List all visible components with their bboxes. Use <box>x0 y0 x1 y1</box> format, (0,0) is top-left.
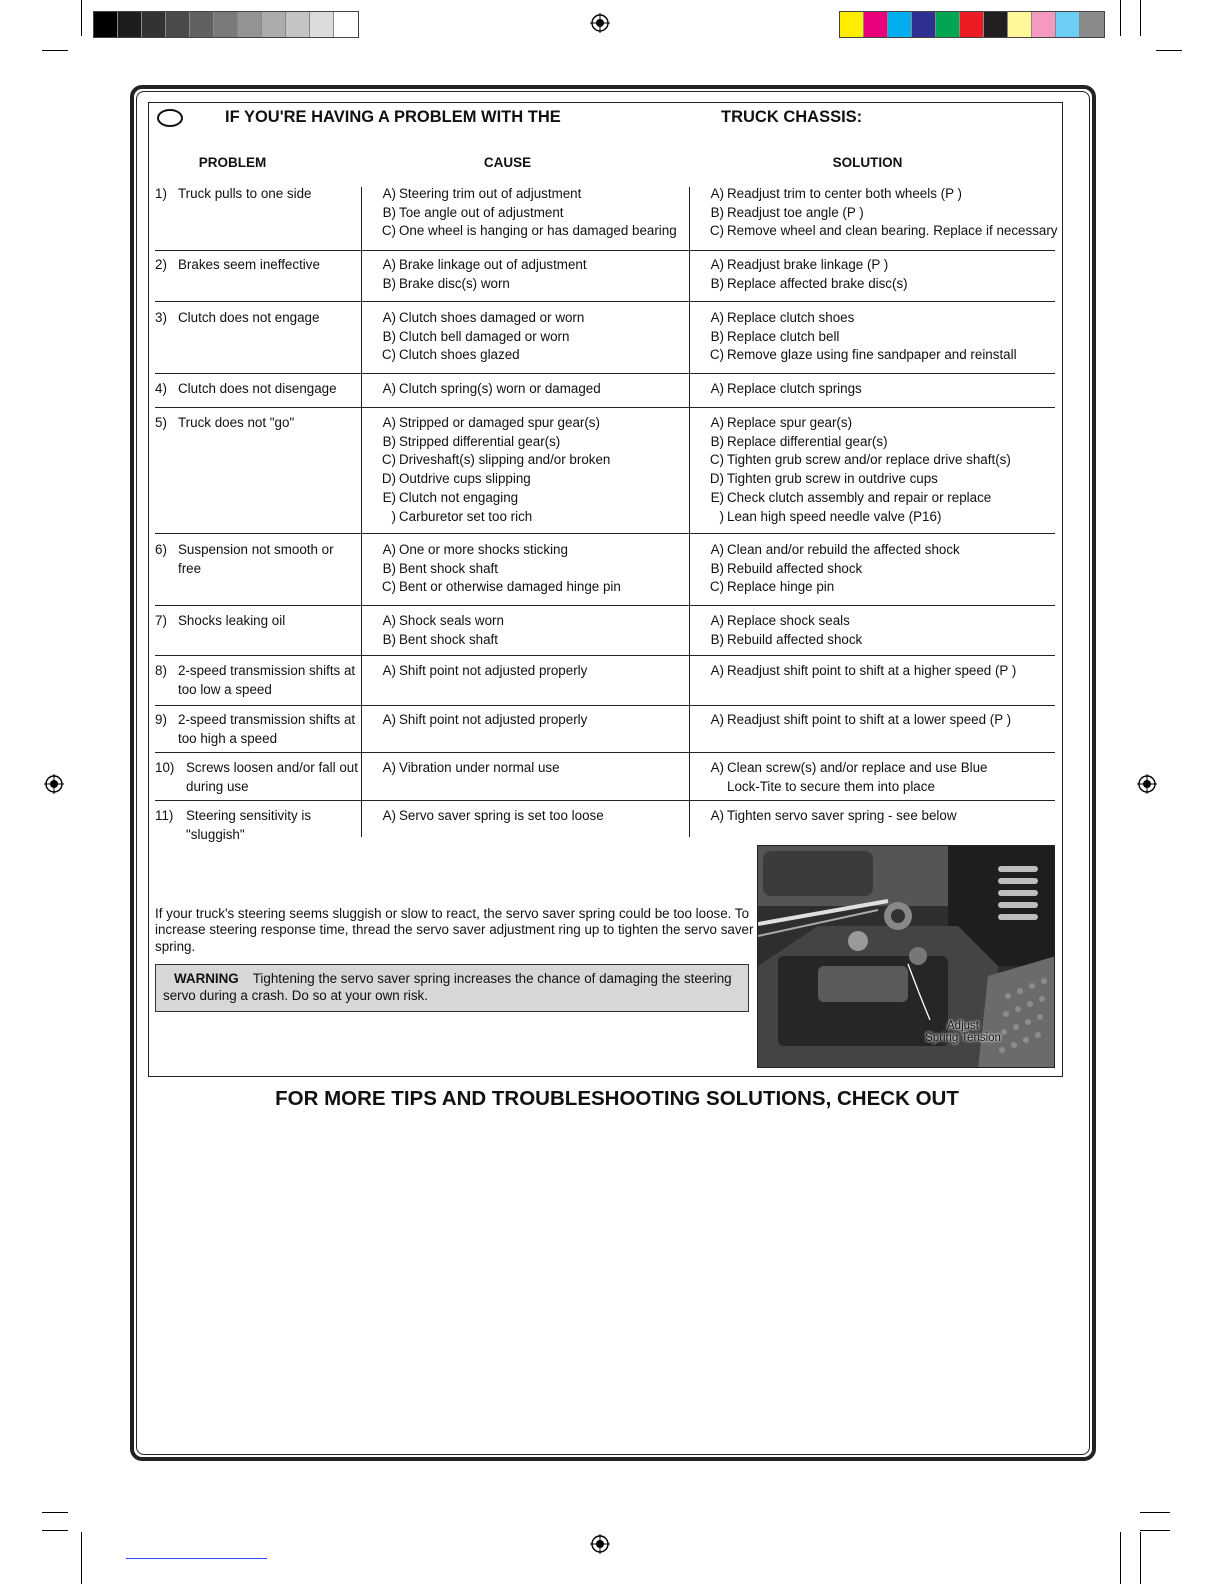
row-divider <box>155 301 1055 302</box>
solution-item <box>704 612 1054 631</box>
color-swatch <box>1056 12 1080 37</box>
solution-item <box>704 328 1054 347</box>
cause-text: Brake disc(s) worn <box>399 275 510 291</box>
solution-text: Rebuild affected shock <box>727 631 863 647</box>
bottom-link-underline <box>126 1558 267 1559</box>
solution-text: Readjust brake linkage (P ) <box>727 257 889 272</box>
color-swatch <box>262 12 286 37</box>
color-swatch <box>118 12 142 37</box>
solution-item <box>704 541 1054 560</box>
row-divider <box>155 655 1055 656</box>
solution-cell <box>704 759 1054 796</box>
row-divider <box>155 800 1055 801</box>
problem-cell <box>155 414 360 433</box>
cause-cell <box>376 759 696 778</box>
crop-mark <box>42 1530 68 1531</box>
cause-item <box>376 328 696 347</box>
row-divider <box>155 752 1055 753</box>
cause-tag: A) <box>382 186 396 201</box>
color-swatch <box>190 12 214 37</box>
cause-tag: A) <box>382 415 396 430</box>
solution-item <box>704 309 1054 328</box>
solution-text: Replace differential gear(s) <box>727 433 888 449</box>
solution-tag: B) <box>710 433 724 449</box>
warning-label: WARNING <box>174 971 239 986</box>
cause-item <box>376 256 696 275</box>
grayscale-calibration-strip <box>93 11 359 38</box>
cause-text: Bent or otherwise damaged hinge pin <box>399 579 621 595</box>
solution-text: Remove wheel and clean bearing. Replace if necessary <box>727 223 1058 239</box>
cause-item <box>376 204 696 223</box>
solution-tag: A) <box>710 542 724 557</box>
solution-item <box>704 380 1054 399</box>
cause-text: Carburetor set too rich <box>399 508 533 524</box>
cause-item <box>376 309 696 328</box>
column-divider <box>361 187 362 837</box>
color-swatch <box>1032 12 1056 37</box>
column-divider <box>689 187 690 837</box>
solution-cell <box>704 662 1054 681</box>
cause-text: Servo saver spring is set too loose <box>399 808 604 823</box>
crop-mark <box>42 1512 68 1513</box>
cause-cell <box>376 380 696 399</box>
solution-item <box>704 414 1054 433</box>
page-title: IF YOU'RE HAVING A PROBLEM WITH THE <box>225 108 561 126</box>
cause-text: Vibration under normal use <box>399 760 560 775</box>
cause-tag: A) <box>382 613 396 628</box>
crop-mark <box>1140 1532 1141 1584</box>
cause-item <box>376 489 696 508</box>
cause-item <box>376 541 696 560</box>
solution-text: Lock-Tite to secure them into place <box>727 778 935 794</box>
solution-item <box>704 346 1054 365</box>
row-divider <box>155 407 1055 408</box>
cause-tag: B) <box>382 631 396 647</box>
solution-cell <box>704 256 1054 293</box>
solution-tag: C) <box>709 579 724 595</box>
cause-text: One wheel is hanging or has damaged bearing <box>399 223 677 239</box>
warning-box <box>155 964 749 1012</box>
cause-item <box>376 380 696 399</box>
cause-text: Bent shock shaft <box>399 560 498 576</box>
solution-text: Replace affected brake disc(s) <box>727 275 908 291</box>
cause-tag: B) <box>382 328 396 344</box>
color-swatch <box>888 12 912 37</box>
cause-tag: A) <box>382 712 396 727</box>
cause-tag: E) <box>382 489 396 505</box>
row-divider <box>155 250 1055 251</box>
color-swatch <box>286 12 310 37</box>
registration-mark-icon <box>590 13 610 33</box>
cause-text: Stripped differential gear(s) <box>399 433 561 449</box>
solution-tag: B) <box>710 328 724 344</box>
oval-icon <box>157 109 183 127</box>
solution-item <box>704 489 1054 508</box>
cause-item <box>376 346 696 365</box>
solution-text: Lean high speed needle valve (P16) <box>727 508 942 524</box>
solution-item <box>704 508 1054 527</box>
color-swatch <box>310 12 334 37</box>
row-divider <box>155 705 1055 706</box>
solution-tag: C) <box>709 452 724 468</box>
color-swatch <box>840 12 864 37</box>
photo-caption <box>888 1020 1038 1044</box>
solution-text: Readjust trim to center both wheels (P ) <box>727 186 962 201</box>
color-swatch <box>334 12 358 37</box>
problem-cell <box>155 256 360 275</box>
problem-text: Suspension not smooth or free <box>178 542 334 576</box>
cause-tag: C) <box>381 223 396 239</box>
problem-text: 2-speed transmission shifts at too high a speed <box>178 712 356 746</box>
solution-item <box>704 204 1054 223</box>
solution-tag: A) <box>710 760 724 775</box>
problem-text: Brakes seem ineffective <box>178 257 320 272</box>
cause-tag: A) <box>382 663 396 678</box>
color-swatch <box>238 12 262 37</box>
solution-text: Tighten servo saver spring - see below <box>727 808 957 823</box>
problem-number: 8) <box>155 663 167 678</box>
crop-mark <box>1156 50 1182 51</box>
problem-text: 2-speed transmission shifts at too low a speed <box>178 663 356 697</box>
cause-tag: A) <box>382 808 396 823</box>
solution-text: Rebuild affected shock <box>727 560 863 576</box>
solution-item <box>704 560 1054 579</box>
color-swatch <box>142 12 166 37</box>
cause-text: Shift point not adjusted properly <box>399 712 588 727</box>
problem-text: Screws loosen and/or fall out during use <box>186 760 358 794</box>
cause-item <box>376 275 696 294</box>
solution-cell <box>704 414 1054 526</box>
solution-tag: A) <box>710 663 724 678</box>
problem-number: 7) <box>155 613 167 628</box>
cause-cell <box>376 662 696 681</box>
cause-tag: B) <box>382 275 396 291</box>
cause-text: Steering trim out of adjustment <box>399 186 582 201</box>
solution-text: Clean and/or rebuild the affected shock <box>727 542 960 557</box>
cause-tag: B) <box>382 560 396 576</box>
problem-cell <box>155 759 360 796</box>
solution-tag: A) <box>710 712 724 727</box>
cause-text: Brake linkage out of adjustment <box>399 257 587 272</box>
color-swatch <box>912 12 936 37</box>
solution-text: Replace clutch bell <box>727 328 840 344</box>
photo-caption-line: Adjust <box>947 1020 979 1032</box>
cause-item <box>376 612 696 631</box>
cause-item <box>376 433 696 452</box>
solution-item <box>704 222 1058 241</box>
solution-item <box>704 275 1054 294</box>
row-divider <box>155 533 1055 534</box>
cause-text: Toe angle out of adjustment <box>399 204 564 220</box>
solution-text: Replace shock seals <box>727 613 850 628</box>
solution-item <box>704 711 1054 730</box>
solution-tag: E) <box>710 489 724 505</box>
crop-mark <box>1140 1530 1170 1531</box>
column-header-cause: CAUSE <box>483 155 532 170</box>
row-divider <box>155 605 1055 606</box>
cause-item <box>376 759 696 778</box>
photo-caption-line: Spring Tension <box>925 1032 1001 1044</box>
solution-tag: C) <box>709 223 724 239</box>
solution-cell <box>704 309 1054 365</box>
cause-tag: C) <box>381 579 396 595</box>
solution-item <box>704 470 1054 489</box>
cause-tag: C) <box>381 452 396 468</box>
solution-tag: A) <box>710 415 724 430</box>
color-swatch <box>864 12 888 37</box>
problem-cell <box>155 807 360 844</box>
cause-item <box>376 508 696 527</box>
solution-cell <box>704 807 1054 826</box>
solution-text: Readjust shift point to shift at a higher speed (P ) <box>727 663 1017 678</box>
solution-tag: A) <box>710 808 724 823</box>
solution-text: Replace clutch springs <box>727 381 862 396</box>
solution-cell <box>704 612 1054 649</box>
solution-cell <box>704 541 1054 597</box>
solution-text: Tighten grub screw and/or replace drive shaft(s) <box>727 452 1011 468</box>
cause-cell <box>376 541 696 597</box>
color-swatch <box>1080 12 1104 37</box>
cause-text: Bent shock shaft <box>399 631 498 647</box>
cause-tag: ) <box>391 508 396 524</box>
problem-number: 3) <box>155 310 167 325</box>
cause-tag: A) <box>382 542 396 557</box>
problem-text: Clutch does not engage <box>178 310 320 325</box>
cause-text: Driveshaft(s) slipping and/or broken <box>399 452 611 468</box>
solution-text: Replace clutch shoes <box>727 310 855 325</box>
solution-tag: D) <box>709 471 724 487</box>
solution-tag: B) <box>710 204 724 220</box>
problem-number: 2) <box>155 257 167 272</box>
cause-cell <box>376 309 696 365</box>
solution-tag: B) <box>710 631 724 647</box>
crop-mark <box>81 1532 82 1584</box>
solution-cell <box>704 185 1058 241</box>
color-swatch <box>166 12 190 37</box>
color-swatch <box>94 12 118 37</box>
solution-text: Clean screw(s) and/or replace and use Blue <box>727 760 988 775</box>
solution-item <box>704 451 1054 470</box>
crop-mark <box>42 50 68 51</box>
problem-number: 4) <box>155 381 167 396</box>
solution-text: Readjust toe angle (P ) <box>727 204 864 220</box>
cause-item <box>376 185 696 204</box>
problem-number: 9) <box>155 712 167 727</box>
cause-item <box>376 662 696 681</box>
solution-item <box>704 185 1054 204</box>
footer-heading: FOR MORE TIPS AND TROUBLESHOOTING SOLUTIONS, CHECK OUT <box>275 1087 959 1110</box>
solution-tag: A) <box>710 381 724 396</box>
cause-tag: B) <box>382 433 396 449</box>
cause-cell <box>376 414 696 526</box>
registration-mark-icon <box>590 1534 610 1554</box>
row-divider <box>155 373 1055 374</box>
cause-item <box>376 414 696 433</box>
problem-text: Steering sensitivity is "sluggish" <box>186 808 312 842</box>
registration-mark-icon <box>44 774 64 794</box>
problem-cell <box>155 541 360 578</box>
problem-cell <box>155 309 360 328</box>
problem-text: Truck does not "go" <box>178 415 295 430</box>
solution-item <box>704 631 1054 650</box>
warning-text: Tightening the servo saver spring increases the chance of damaging the steering servo during a crash. Do so at your own risk. <box>163 971 732 1003</box>
cause-cell <box>376 807 696 826</box>
color-swatch <box>214 12 238 37</box>
problem-cell <box>155 380 360 399</box>
cause-text: Shift point not adjusted properly <box>399 663 588 678</box>
crop-mark <box>81 0 82 36</box>
problem-cell <box>155 185 360 204</box>
problem-number: 10) <box>155 760 175 775</box>
cause-tag: B) <box>382 204 396 220</box>
solution-tag: C) <box>709 347 724 363</box>
crop-mark <box>1140 1512 1170 1513</box>
problem-number: 11) <box>155 808 174 823</box>
cause-text: Clutch shoes glazed <box>399 347 520 363</box>
cause-text: Clutch bell damaged or worn <box>399 328 570 344</box>
solution-tag: A) <box>710 310 724 325</box>
cause-tag: A) <box>382 760 396 775</box>
cause-text: Outdrive cups slipping <box>399 471 531 487</box>
cause-cell <box>376 612 696 649</box>
solution-item <box>704 256 1054 275</box>
crop-mark <box>1120 0 1121 36</box>
cause-item <box>376 470 696 489</box>
cause-item <box>376 631 696 650</box>
cause-cell <box>376 185 696 241</box>
solution-item <box>704 759 1054 778</box>
cause-tag: A) <box>382 257 396 272</box>
color-swatch <box>1008 12 1032 37</box>
solution-item <box>704 578 1054 597</box>
solution-item <box>704 807 1054 826</box>
crop-mark <box>1120 1532 1121 1584</box>
cause-item <box>376 451 696 470</box>
column-header-problem: PROBLEM <box>198 155 267 170</box>
column-header-solution: SOLUTION <box>832 155 903 170</box>
color-calibration-strip <box>839 11 1105 38</box>
cause-tag: C) <box>381 347 396 363</box>
cause-cell <box>376 256 696 293</box>
solution-text: Tighten grub screw in outdrive cups <box>727 471 938 487</box>
solution-tag: B) <box>710 275 724 291</box>
cause-tag: D) <box>381 471 396 487</box>
page-title-suffix: TRUCK CHASSIS: <box>721 108 863 126</box>
cause-text: One or more shocks sticking <box>399 542 568 557</box>
color-swatch <box>960 12 984 37</box>
problem-number: 5) <box>155 415 167 430</box>
solution-text: Replace spur gear(s) <box>727 415 853 430</box>
problem-text: Clutch does not disengage <box>178 381 337 396</box>
problem-number: 1) <box>155 186 167 201</box>
solution-tag: ) <box>719 508 724 524</box>
color-swatch <box>936 12 960 37</box>
problem-number: 6) <box>155 542 167 557</box>
solution-text: Replace hinge pin <box>727 579 835 595</box>
cause-text: Clutch spring(s) worn or damaged <box>399 381 601 396</box>
cause-tag: A) <box>382 381 396 396</box>
solution-tag: A) <box>710 613 724 628</box>
solution-item <box>704 662 1054 681</box>
registration-mark-icon <box>1137 774 1157 794</box>
cause-text: Clutch shoes damaged or worn <box>399 310 585 325</box>
solution-text: Check clutch assembly and repair or replace <box>727 489 992 505</box>
cause-cell <box>376 711 696 730</box>
problem-text: Shocks leaking oil <box>178 613 286 628</box>
cause-item <box>376 560 696 579</box>
cause-tag: A) <box>382 310 396 325</box>
servo-saver-photo <box>757 845 1055 1068</box>
problem-cell <box>155 612 360 631</box>
solution-cell <box>704 380 1054 399</box>
solution-tag: A) <box>710 257 724 272</box>
solution-cell <box>704 711 1054 730</box>
solution-tag: B) <box>710 560 724 576</box>
solution-text: Readjust shift point to shift at a lower speed (P ) <box>727 712 1012 727</box>
color-swatch <box>984 12 1008 37</box>
cause-item <box>376 222 696 241</box>
crop-mark <box>1140 0 1141 36</box>
solution-item <box>704 433 1054 452</box>
cause-item <box>376 711 696 730</box>
solution-text: Remove glaze using fine sandpaper and reinstall <box>727 347 1017 363</box>
cause-text: Shock seals worn <box>399 613 504 628</box>
solution-tag: A) <box>710 186 724 201</box>
solution-item <box>704 778 1054 797</box>
problem-cell <box>155 662 360 699</box>
cause-text: Stripped or damaged spur gear(s) <box>399 415 600 430</box>
cause-item <box>376 578 696 597</box>
cause-text: Clutch not engaging <box>399 489 519 505</box>
servo-saver-note: If your truck's steering seems sluggish or slow to react, the servo saver spring could be too loose. To increase steering response time, thread the servo saver adjustment ring up to tighten the servo saver spring. <box>155 906 754 954</box>
problem-text: Truck pulls to one side <box>178 186 312 201</box>
problem-cell <box>155 711 360 748</box>
cause-item <box>376 807 696 826</box>
